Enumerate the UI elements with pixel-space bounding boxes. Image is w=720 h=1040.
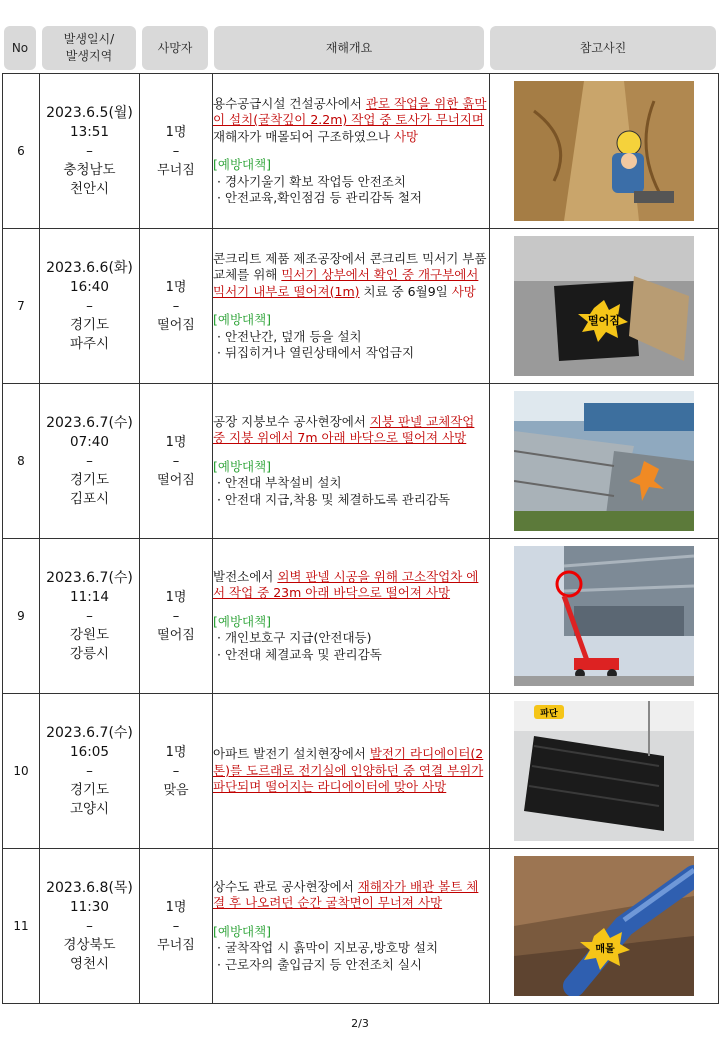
summary-cell bbox=[213, 384, 490, 539]
summary-cell bbox=[213, 539, 490, 694]
accident-type: 떨어짐 bbox=[157, 627, 195, 643]
summary-cell bbox=[213, 849, 490, 1004]
accident-type: 무너짐 bbox=[157, 162, 195, 178]
page-number: 2/3 bbox=[351, 1017, 369, 1030]
row-number: 7 bbox=[3, 229, 40, 384]
reference-photo bbox=[514, 391, 694, 531]
region-province: 강원도 bbox=[69, 626, 110, 643]
accident-time: 16:05 bbox=[70, 743, 109, 760]
row-number: 9 bbox=[3, 539, 40, 694]
measure-item: · 안전교육,확인점검 등 관리감독 철저 bbox=[217, 190, 422, 205]
region-city: 천안시 bbox=[69, 180, 110, 197]
measure-item: · 안전난간, 덮개 등을 설치 bbox=[217, 328, 362, 344]
table-row bbox=[3, 694, 719, 849]
summary-cell bbox=[213, 74, 490, 229]
reference-photo-cell bbox=[490, 849, 719, 1004]
victim-count: 1명 bbox=[165, 899, 187, 915]
date-region-cell bbox=[40, 849, 140, 1004]
measure-item: · 안전대 부착설비 설치 bbox=[217, 475, 342, 491]
accident-time: 11:30 bbox=[70, 898, 109, 915]
header-summary: 재해개요 bbox=[214, 26, 484, 70]
summary-segment: 관로 작업을 위한 흙막이 설치(굴착깊이 2.2m) 작업 중 토사가 무너지며 bbox=[213, 95, 487, 127]
summary-segment: 상수도 관로 공사현장에서 bbox=[213, 878, 358, 894]
accident-summary bbox=[213, 414, 489, 447]
separator: – bbox=[86, 917, 93, 934]
summary-segment: 외벽 판넬 시공을 위해 고소작업차 에서 작업 중 23m 아래 바닥으로 떨어져 사망 bbox=[213, 568, 479, 601]
region-city: 영천시 bbox=[69, 955, 110, 972]
measure-item: · 안전대 체결교육 및 관리감독 bbox=[217, 646, 382, 662]
victim-count: 1명 bbox=[165, 279, 187, 295]
region-province: 경기도 bbox=[69, 781, 110, 798]
summary-segment: 콘크리트 제품 제조공장에서 콘크리트 믹서기 부품 교체를 위해 bbox=[213, 250, 487, 282]
summary-cell bbox=[213, 229, 490, 384]
accident-date: 2023.6.7(수) bbox=[46, 724, 133, 741]
summary-segment: 발전소에서 bbox=[213, 568, 278, 584]
summary-segment: 재해자가 배관 볼트 체결 후 나오려던 순간 굴착면이 무너져 사망 bbox=[213, 878, 479, 911]
summary-cell bbox=[213, 694, 490, 849]
row-number: 11 bbox=[3, 849, 40, 1004]
table-row bbox=[3, 539, 719, 694]
accident-time: 11:14 bbox=[70, 588, 109, 605]
victim-count: 1명 bbox=[165, 589, 187, 605]
accident-type: 떨어짐 bbox=[157, 317, 195, 333]
accident-summary bbox=[213, 569, 489, 602]
reference-photo bbox=[514, 236, 694, 376]
date-region-cell bbox=[40, 384, 140, 539]
region-province: 충청남도 bbox=[63, 161, 116, 178]
accident-time: 13:51 bbox=[70, 123, 109, 140]
measures-title: [예방대책] bbox=[213, 458, 272, 474]
separator: – bbox=[172, 608, 180, 624]
separator: – bbox=[172, 918, 180, 934]
header-no: No bbox=[4, 26, 36, 70]
measures-title: [예방대책] bbox=[213, 312, 272, 327]
photo-label: 파단 bbox=[540, 709, 558, 719]
summary-segment: 용수공급시설 건설공사에서 bbox=[213, 95, 366, 111]
accident-date: 2023.6.7(수) bbox=[46, 414, 133, 431]
reference-photo-cell bbox=[490, 74, 719, 229]
victim-count: 1명 bbox=[165, 434, 187, 450]
accident-summary bbox=[213, 746, 489, 796]
accident-date: 2023.6.5(월) bbox=[46, 104, 133, 121]
header-victims: 사망자 bbox=[142, 26, 208, 70]
separator: – bbox=[86, 142, 93, 159]
summary-segment: 발전기 라디에이터(2톤)를 도르래로 전기실에 인양하던 중 연결 부위가 파단되며 떨어지는 라디에이터에 맞아 사망 bbox=[213, 746, 484, 795]
summary-segment: 치료 중 6월9일 bbox=[359, 283, 452, 299]
table-row bbox=[3, 229, 719, 384]
photo-label: 매몰 bbox=[595, 944, 615, 955]
date-region-cell bbox=[40, 74, 140, 229]
table-row bbox=[3, 849, 719, 1004]
region-city: 김포시 bbox=[69, 490, 110, 507]
region-city: 파주시 bbox=[69, 335, 110, 352]
region-province: 경기도 bbox=[69, 471, 110, 488]
region-province: 경상북도 bbox=[63, 936, 116, 953]
accident-summary bbox=[213, 251, 489, 301]
accident-date: 2023.6.8(목) bbox=[46, 879, 133, 896]
reference-photo-cell bbox=[490, 694, 719, 849]
separator: – bbox=[172, 298, 180, 314]
victim-count: 1명 bbox=[165, 124, 187, 140]
measure-item: · 뒤집히거나 열린상태에서 작업금지 bbox=[217, 345, 415, 360]
victims-cell bbox=[140, 539, 213, 694]
reference-photo bbox=[514, 856, 694, 996]
summary-segment: 지붕 판넬 교체작업 중 지붕 위에서 7m 아래 바닥으로 떨어져 사망 bbox=[213, 413, 475, 446]
separator: – bbox=[86, 607, 93, 624]
measure-item: · 경사기울기 확보 작업등 안전조치 bbox=[217, 173, 406, 189]
summary-segment: 재해자가 매몰되어 구조하였으나 bbox=[213, 128, 394, 144]
accident-table bbox=[2, 73, 719, 1004]
victims-cell bbox=[140, 74, 213, 229]
region-province: 경기도 bbox=[69, 316, 110, 333]
measures-title: [예방대책] bbox=[213, 157, 272, 172]
measure-item: · 굴착작업 시 흙막이 지보공,방호망 설치 bbox=[217, 940, 439, 956]
row-number: 10 bbox=[3, 694, 40, 849]
region-city: 고양시 bbox=[69, 800, 110, 817]
date-region-cell bbox=[40, 539, 140, 694]
reference-photo bbox=[514, 546, 694, 686]
table-row bbox=[3, 384, 719, 539]
victims-cell bbox=[140, 694, 213, 849]
victims-cell bbox=[140, 849, 213, 1004]
header-photo: 참고사진 bbox=[490, 26, 716, 70]
accident-date: 2023.6.7(수) bbox=[46, 569, 133, 586]
reference-photo-cell bbox=[490, 229, 719, 384]
accident-summary bbox=[213, 879, 489, 912]
accident-date: 2023.6.6(화) bbox=[46, 259, 133, 276]
reference-photo-cell bbox=[490, 539, 719, 694]
summary-segment: 아파트 발전기 설치현장에서 bbox=[213, 746, 370, 762]
measures-title: [예방대책] bbox=[213, 613, 272, 629]
row-number: 8 bbox=[3, 384, 40, 539]
accident-type: 떨어짐 bbox=[157, 472, 195, 488]
reference-photo bbox=[514, 701, 694, 841]
accident-type: 무너짐 bbox=[157, 937, 195, 953]
measure-item: · 안전대 지급,착용 및 체결하도록 관리감독 bbox=[217, 491, 451, 507]
measures-title: [예방대책] bbox=[213, 923, 272, 939]
separator: – bbox=[86, 762, 93, 779]
victim-count: 1명 bbox=[165, 744, 187, 760]
date-region-cell bbox=[40, 694, 140, 849]
reference-photo-cell bbox=[490, 384, 719, 539]
measure-item: · 근로자의 출입금지 등 안전조치 실시 bbox=[217, 956, 422, 972]
accident-time: 16:40 bbox=[70, 278, 109, 295]
separator: – bbox=[86, 452, 93, 469]
measure-item: · 개인보호구 지급(안전대등) bbox=[217, 630, 372, 646]
reference-photo bbox=[514, 81, 694, 221]
summary-segment: 믹서기 상부에서 확인 중 개구부에서 믹서기 내부로 떨어져(1m) bbox=[213, 267, 479, 299]
separator: – bbox=[172, 453, 180, 469]
photo-label: 떨어짐 bbox=[588, 314, 620, 327]
victims-cell bbox=[140, 229, 213, 384]
accident-type: 맞음 bbox=[163, 782, 189, 798]
separator: – bbox=[86, 297, 93, 314]
summary-segment: 사망 bbox=[451, 283, 476, 299]
row-number: 6 bbox=[3, 74, 40, 229]
separator: – bbox=[172, 143, 180, 159]
table-row bbox=[3, 74, 719, 229]
date-region-cell bbox=[40, 229, 140, 384]
accident-time: 07:40 bbox=[70, 433, 109, 450]
victims-cell bbox=[140, 384, 213, 539]
accident-summary bbox=[213, 96, 489, 146]
region-city: 강릉시 bbox=[69, 645, 110, 662]
header-date: 발생일시/ 발생지역 bbox=[42, 26, 136, 70]
separator: – bbox=[172, 763, 180, 779]
summary-segment: 공장 지붕보수 공사현장에서 bbox=[213, 413, 370, 429]
summary-segment: 사망 bbox=[393, 128, 419, 144]
